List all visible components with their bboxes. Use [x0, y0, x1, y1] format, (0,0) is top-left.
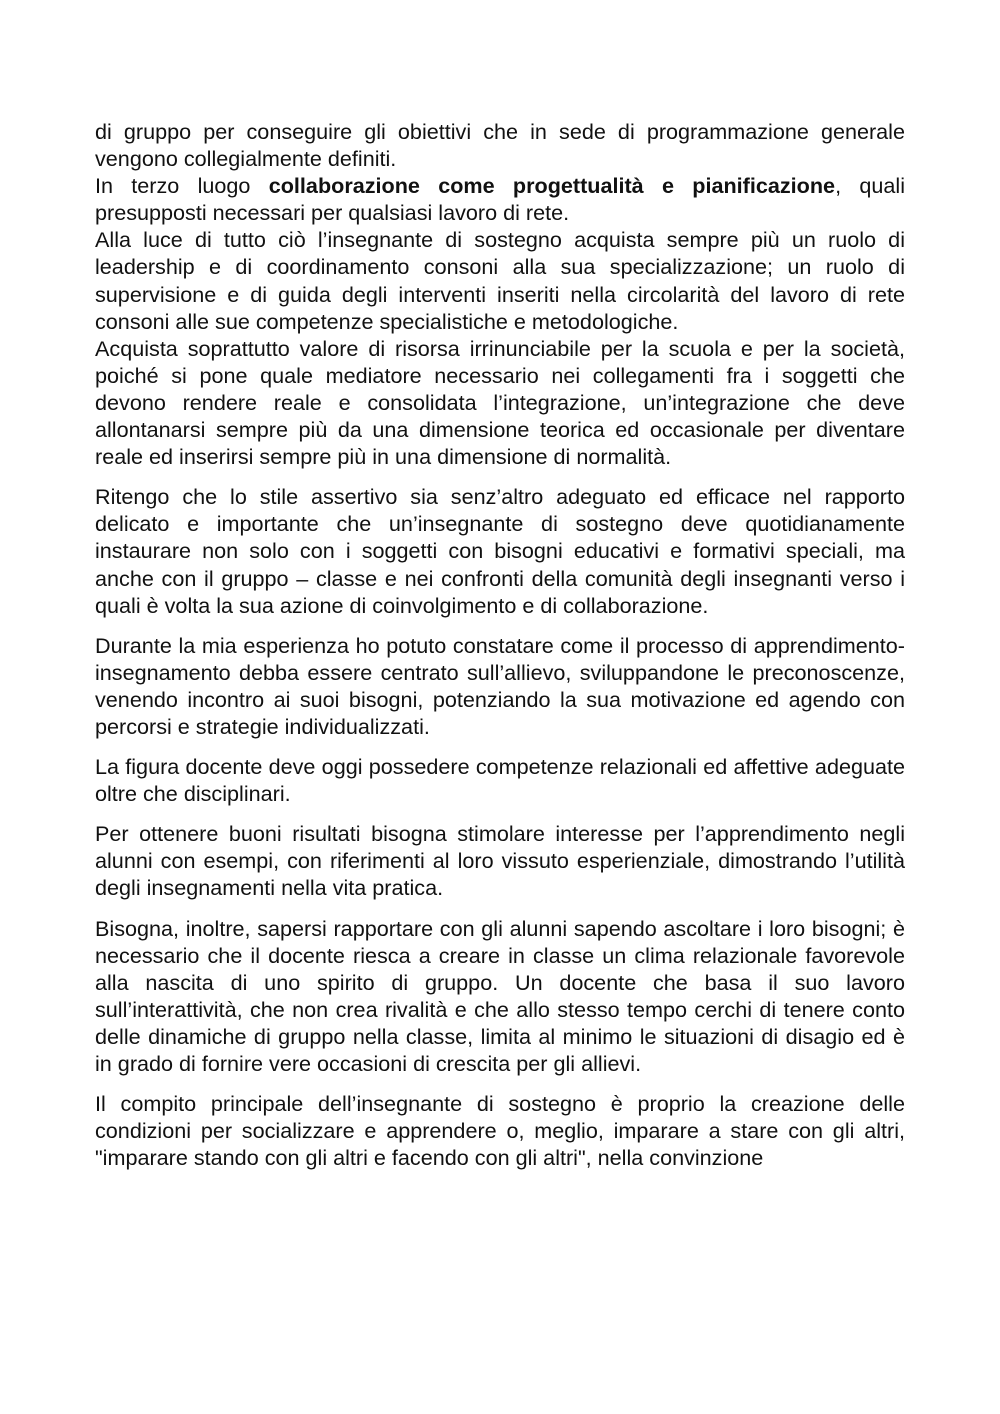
paragraph-4: Acquista soprattutto valore di risorsa irrinunciabile per la scuola e per la società, poiché si pone quale mediatore necessario nei collegamenti fra i soggetti che devono rendere reale e consolidata l’integrazione, un’integrazione che deve allontanarsi sempre più da una dimensione teorica ed occasionale per diventare reale ed inserirsi sempre più in una dimensione di normalità. — [95, 335, 905, 470]
paragraph-2-bold-phrase: collaborazione come progettualità e pianificazione — [268, 173, 836, 199]
paragraph-9: Bisogna, inoltre, sapersi rapportare con gli alunni sapendo ascoltare i loro bisogni; è necessario che il docente riesca a creare in classe un clima relazionale favorevole alla nascita di uno spirito di gruppo. Un docente che basa il suo lavoro sull’interattività, che non crea rivalità e che allo stesso tempo cerchi di tenere conto delle dinamiche di gruppo nella classe, limita al minimo le situazioni di disagio ed è in grado di fornire vere occasioni di crescita per gli allievi. — [95, 915, 905, 1076]
paragraph-2-intro: In terzo luogo — [95, 173, 269, 199]
paragraph-5: Ritengo che lo stile assertivo sia senz’altro adeguato ed efficace nel rapporto delicato e importante che un’insegnante di sostegno deve quotidianamente instaurare non solo con i soggetti con bisogni educativi e formativi speciali, ma anche con il gruppo – classe e nei confronti della comunità degli insegnanti verso i quali è volta la sua azione di coinvolgimento e di collaborazione. — [95, 484, 905, 618]
paragraph-1: di gruppo per conseguire gli obiettivi che in sede di programmazione generale vengono collegialmente definiti. — [95, 119, 905, 172]
paragraph-6: Durante la mia esperienza ho potuto constatare come il processo di apprendimento-insegnamento debba essere centrato sull’allievo, sviluppandone le preconoscenze, venendo incontro ai suoi bisogni, potenziando la sua motivazione ed agendo con percorsi e strategie individualizzati. — [95, 632, 905, 739]
paragraph-2 — [95, 172, 905, 226]
paragraph-3: Alla luce di tutto ciò l’insegnante di sostegno acquista sempre più un ruolo di leadership e di coordinamento consoni alla sua specializzazione; un ruolo di supervisione e di guida degli interventi inseriti nella circolarità del lavoro di rete consoni alle sue competenze specialistiche e metodologiche. — [95, 227, 905, 334]
paragraph-10: Il compito principale dell’insegnante di sostegno è proprio la creazione delle condizioni per socializzare e apprendere o, meglio, imparare a stare con gli altri, "imparare stando con gli altri e facendo con gli altri", nella convinzione — [95, 1091, 905, 1171]
paragraph-7: La figura docente deve oggi possedere competenze relazionali ed affettive adeguate oltre che disciplinari. — [95, 754, 905, 807]
paragraph-2-rest: , quali presupposti necessari per qualsiasi lavoro di rete. — [95, 173, 905, 226]
document-body — [95, 118, 905, 1171]
paragraph-8: Per ottenere buoni risultati bisogna stimolare interesse per l’apprendimento negli alunni con esempi, con riferimenti al loro vissuto esperienziale, dimostrando l’utilità degli insegnamenti nella vita pratica. — [95, 821, 905, 901]
